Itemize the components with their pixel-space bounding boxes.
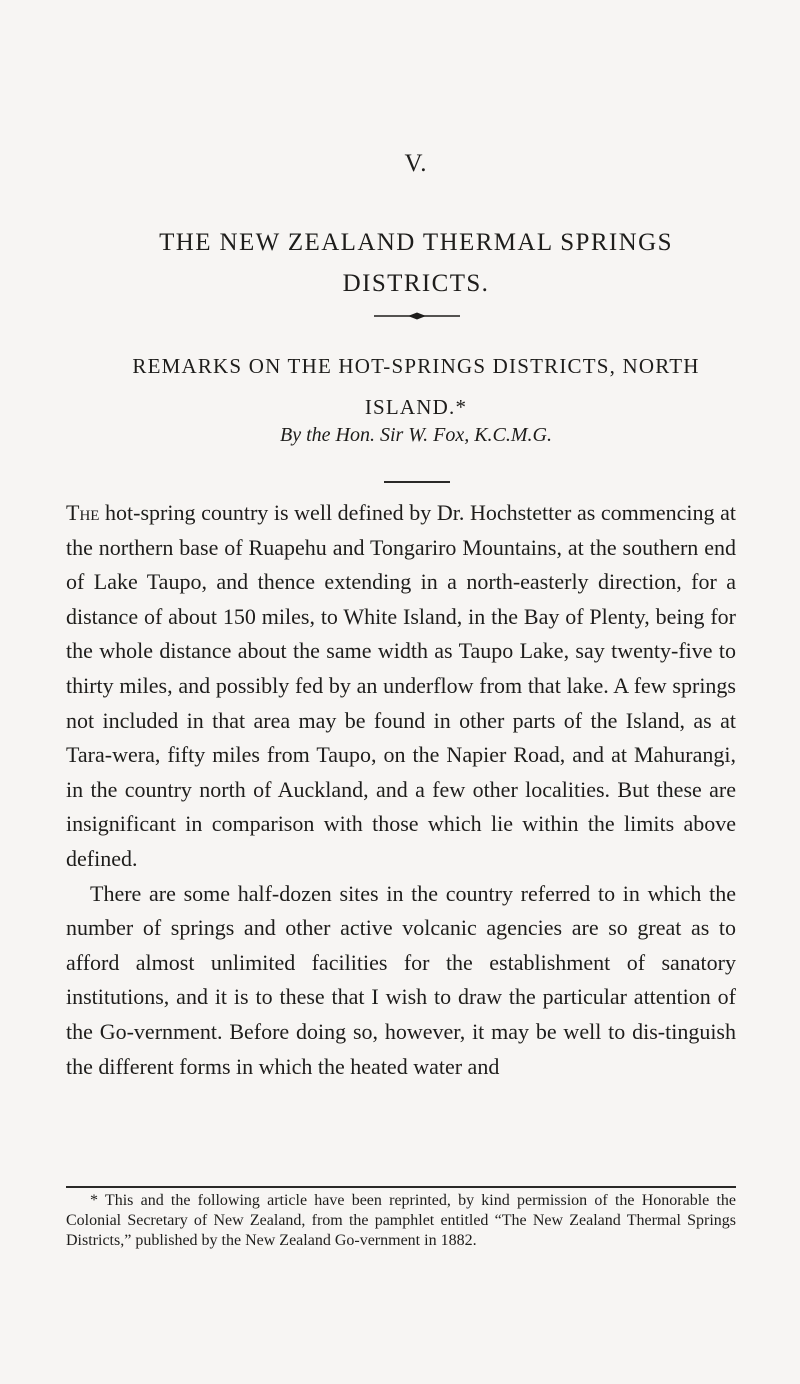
paragraph-1 [66, 496, 736, 877]
book-page [66, 0, 736, 1384]
footnote-text: This and the following article have been reprinted, by kind permission of the Honorable the Colonial Secretary of New Zealand, from the pamphlet entitled “The New Zealand Thermal Springs Districts,” published by the New Zealand Go-vernment in 1882. [66, 1192, 736, 1249]
paragraph-1-text: hot-spring country is well defined by Dr. Hochstetter as commencing at the northern base of Ruapehu and Tongariro Mountains, at the southern end of Lake Taupo, and thence extending in a north-easterly direction, for a distance of about 150 miles, to White Island, in the Bay of Plenty, being for the whole distance about the same width as Taupo Lake, say twenty-five to thirty miles, and possibly fed by an underflow from that lake. A few springs not included in that area may be found in other parts of the Island, as at Tara-wera, fifty miles from Taupo, on the Napier Road, and at Mahurangi, in the country north of Auckland, and a few other localities. But these are insignificant in comparison with those which lie within the limits above defined. [66, 500, 736, 871]
article-subtitle [66, 346, 766, 428]
section-divider [384, 481, 450, 483]
section-number: V. [404, 150, 428, 177]
subtitle-line-2: ISLAND.* [364, 395, 468, 419]
diamond-rule-ornament [374, 311, 460, 321]
title-line-2: DISTRICTS. [342, 270, 490, 297]
footnote-divider [66, 1186, 736, 1188]
footnote [66, 1191, 736, 1251]
paragraph-2: There are some half-dozen sites in the country referred to in which the number of springs and other active volcanic agencies are so great as to afford almost unlimited facilities for the establishment of sanatory institutions, and it is to these that I wish to draw the particular attention of the Go-vernment. Before doing so, however, it may be well to dis-tinguish the different forms in which the heated water and [66, 880, 736, 1079]
paragraph-lead-word: The [66, 500, 100, 525]
footnote-marker: * [90, 1192, 98, 1209]
page-title [66, 222, 766, 304]
subtitle-line-1: REMARKS ON THE HOT-SPRINGS DISTRICTS, NORTH [132, 354, 700, 378]
article-body [66, 496, 736, 1084]
title-line-1: THE NEW ZEALAND THERMAL SPRINGS [159, 229, 673, 256]
author-byline: By the Hon. Sir W. Fox, K.C.M.G. [279, 424, 552, 446]
